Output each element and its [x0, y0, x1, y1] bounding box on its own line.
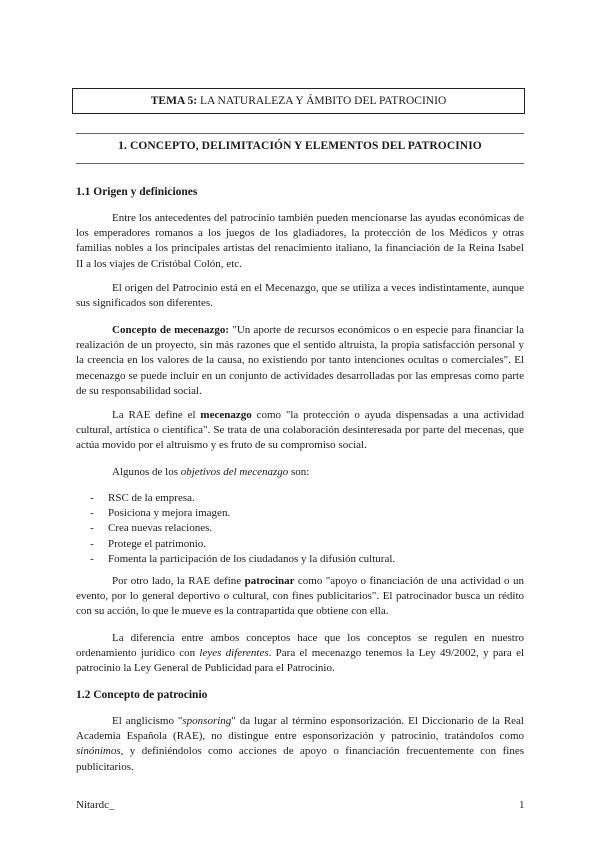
- objective-text: Fomenta la participación de los ciudadanos y la difusión cultural.: [108, 552, 396, 565]
- objectives-intro-a: Algunos de los: [112, 466, 181, 478]
- objective-text: Crea nuevas relaciones.: [108, 522, 213, 535]
- synonyms-italic: sinónimos: [76, 745, 121, 758]
- rae-patrocinar-text-b: como "apoyo o financiación de una actividad o un evento, por lo general deportivo o cultural, con fines publicitarios". El patrocinador busca un rédito con su acción, lo que le mueve es la contrapartida que obtiene con ella.: [76, 575, 524, 618]
- sponsoring-text-c: , y definiéndolos como acciones de apoyo o financiación frecuentemente con fines publicitarios.: [76, 745, 524, 773]
- objective-text: Posiciona y mejora imagen.: [108, 507, 231, 520]
- rae-mecenazgo-text-a: La RAE define el: [112, 409, 201, 421]
- mecenazgo-concept-text: "Un aporte de recursos económicos o en especie para financiar la realización de un proyecto, sin más razones que el sentido altruista, la propia satisfacción personal y la creencia en los valores de la causa, no existiendo por tanto intenciones ocultas o comerciales". El mecenazgo se puede incluir en un conjunto de actividades desarrolladas por las empresas como parte de su responsabilidad social.: [76, 324, 524, 397]
- list-bullet: -: [90, 492, 94, 504]
- objective-list-item: [76, 552, 524, 567]
- paragraph-sponsoring: [76, 714, 524, 775]
- paragraph-rae-mecenazgo: [76, 408, 524, 454]
- objective-list-item: [76, 537, 524, 552]
- rae-mecenazgo-term: mecenazgo: [200, 409, 252, 421]
- topic-title-box: [72, 88, 525, 114]
- paragraph-origin: El origen del Patrocinio está en el Mecenazgo, que se utiliza a veces indistintamente, aunque sus significados son diferentes.: [76, 282, 524, 310]
- objective-list-item: [76, 506, 524, 521]
- paragraph-difference: [76, 631, 524, 677]
- sponsoring-italic: sponsoring: [182, 715, 232, 727]
- rae-patrocinar-text-a: Por otro lado, la RAE define: [112, 575, 245, 587]
- topic-label: TEMA 5:: [150, 95, 198, 107]
- paragraph-antecedents: Entre los antecedentes del patrocinio también pueden mencionarse las ayudas económicas de los emperadores romanos a los juegos de los gladiadores, la protección de los Médicos y otras familias nobles a los principales artistas del renacimiento italiano, la financiación de la Reina Isabel II a los viajes de Cristóbal Colón, etc.: [76, 212, 524, 270]
- difference-text-a: La diferencia entre ambos conceptos hace que los conceptos se regulen en nuestro ordenamiento jurídico con: [76, 632, 524, 660]
- footer-author: Nitardc_: [76, 799, 115, 811]
- objective-text: Protege el patrimonio.: [108, 537, 207, 550]
- list-bullet: -: [90, 507, 94, 520]
- paragraph-rae-patrocinar: [76, 574, 524, 620]
- objectives-intro-b: son:: [288, 466, 310, 478]
- objectives-intro-italic: objetivos del mecenazgo: [180, 466, 289, 478]
- rae-patrocinar-term: patrocinar: [244, 575, 295, 587]
- footer-page-number: 1: [519, 799, 525, 811]
- rae-mecenazgo-text-b: como "la protección o ayuda dispensadas a una actividad cultural, artística o científica". Se trata de una colaboración desinteresada por parte del mecenas, que actúa movido por el altruismo y es fruto de su compromiso social.: [76, 409, 524, 452]
- difference-text-b: . Para el mecenazgo tenemos la Ley 49/2002, y para el patrocinio la Ley General de Publicidad para el Patrocinio.: [76, 647, 525, 675]
- list-bullet: -: [90, 537, 94, 550]
- objectives-list: [76, 491, 524, 567]
- subsection-heading-origin: 1.1 Origen y definiciones: [76, 186, 198, 198]
- list-bullet: -: [90, 522, 94, 535]
- sponsoring-text-a: El anglicismo ": [112, 715, 183, 727]
- section-title: 1. CONCEPTO, DELIMITACIÓN Y ELEMENTOS DEL PATROCINIO: [118, 140, 482, 152]
- subsection-heading-patrocinio: 1.2 Concepto de patrocinio: [76, 689, 208, 701]
- objective-list-item: [76, 491, 524, 506]
- list-bullet: -: [90, 552, 94, 565]
- section-rule-bottom: [76, 163, 524, 164]
- objective-text: RSC de la empresa.: [108, 492, 195, 504]
- section-rule-top: [76, 133, 524, 134]
- sponsoring-text-b: " da lugar al término esponsorización. El Diccionario de la Real Academia Española (RAE), no distingue entre esponsorización y patrocinio, tratándolos como: [76, 715, 524, 743]
- paragraph-mecenazgo-concept: [76, 323, 524, 399]
- topic-title: LA NATURALEZA Y ÁMBITO DEL PATROCINIO: [197, 95, 447, 107]
- paragraph-objectives-intro: [76, 465, 524, 480]
- objective-list-item: [76, 521, 524, 536]
- difference-italic: leyes diferentes: [199, 647, 269, 660]
- mecenazgo-concept-label: Concepto de mecenazgo:: [112, 324, 230, 336]
